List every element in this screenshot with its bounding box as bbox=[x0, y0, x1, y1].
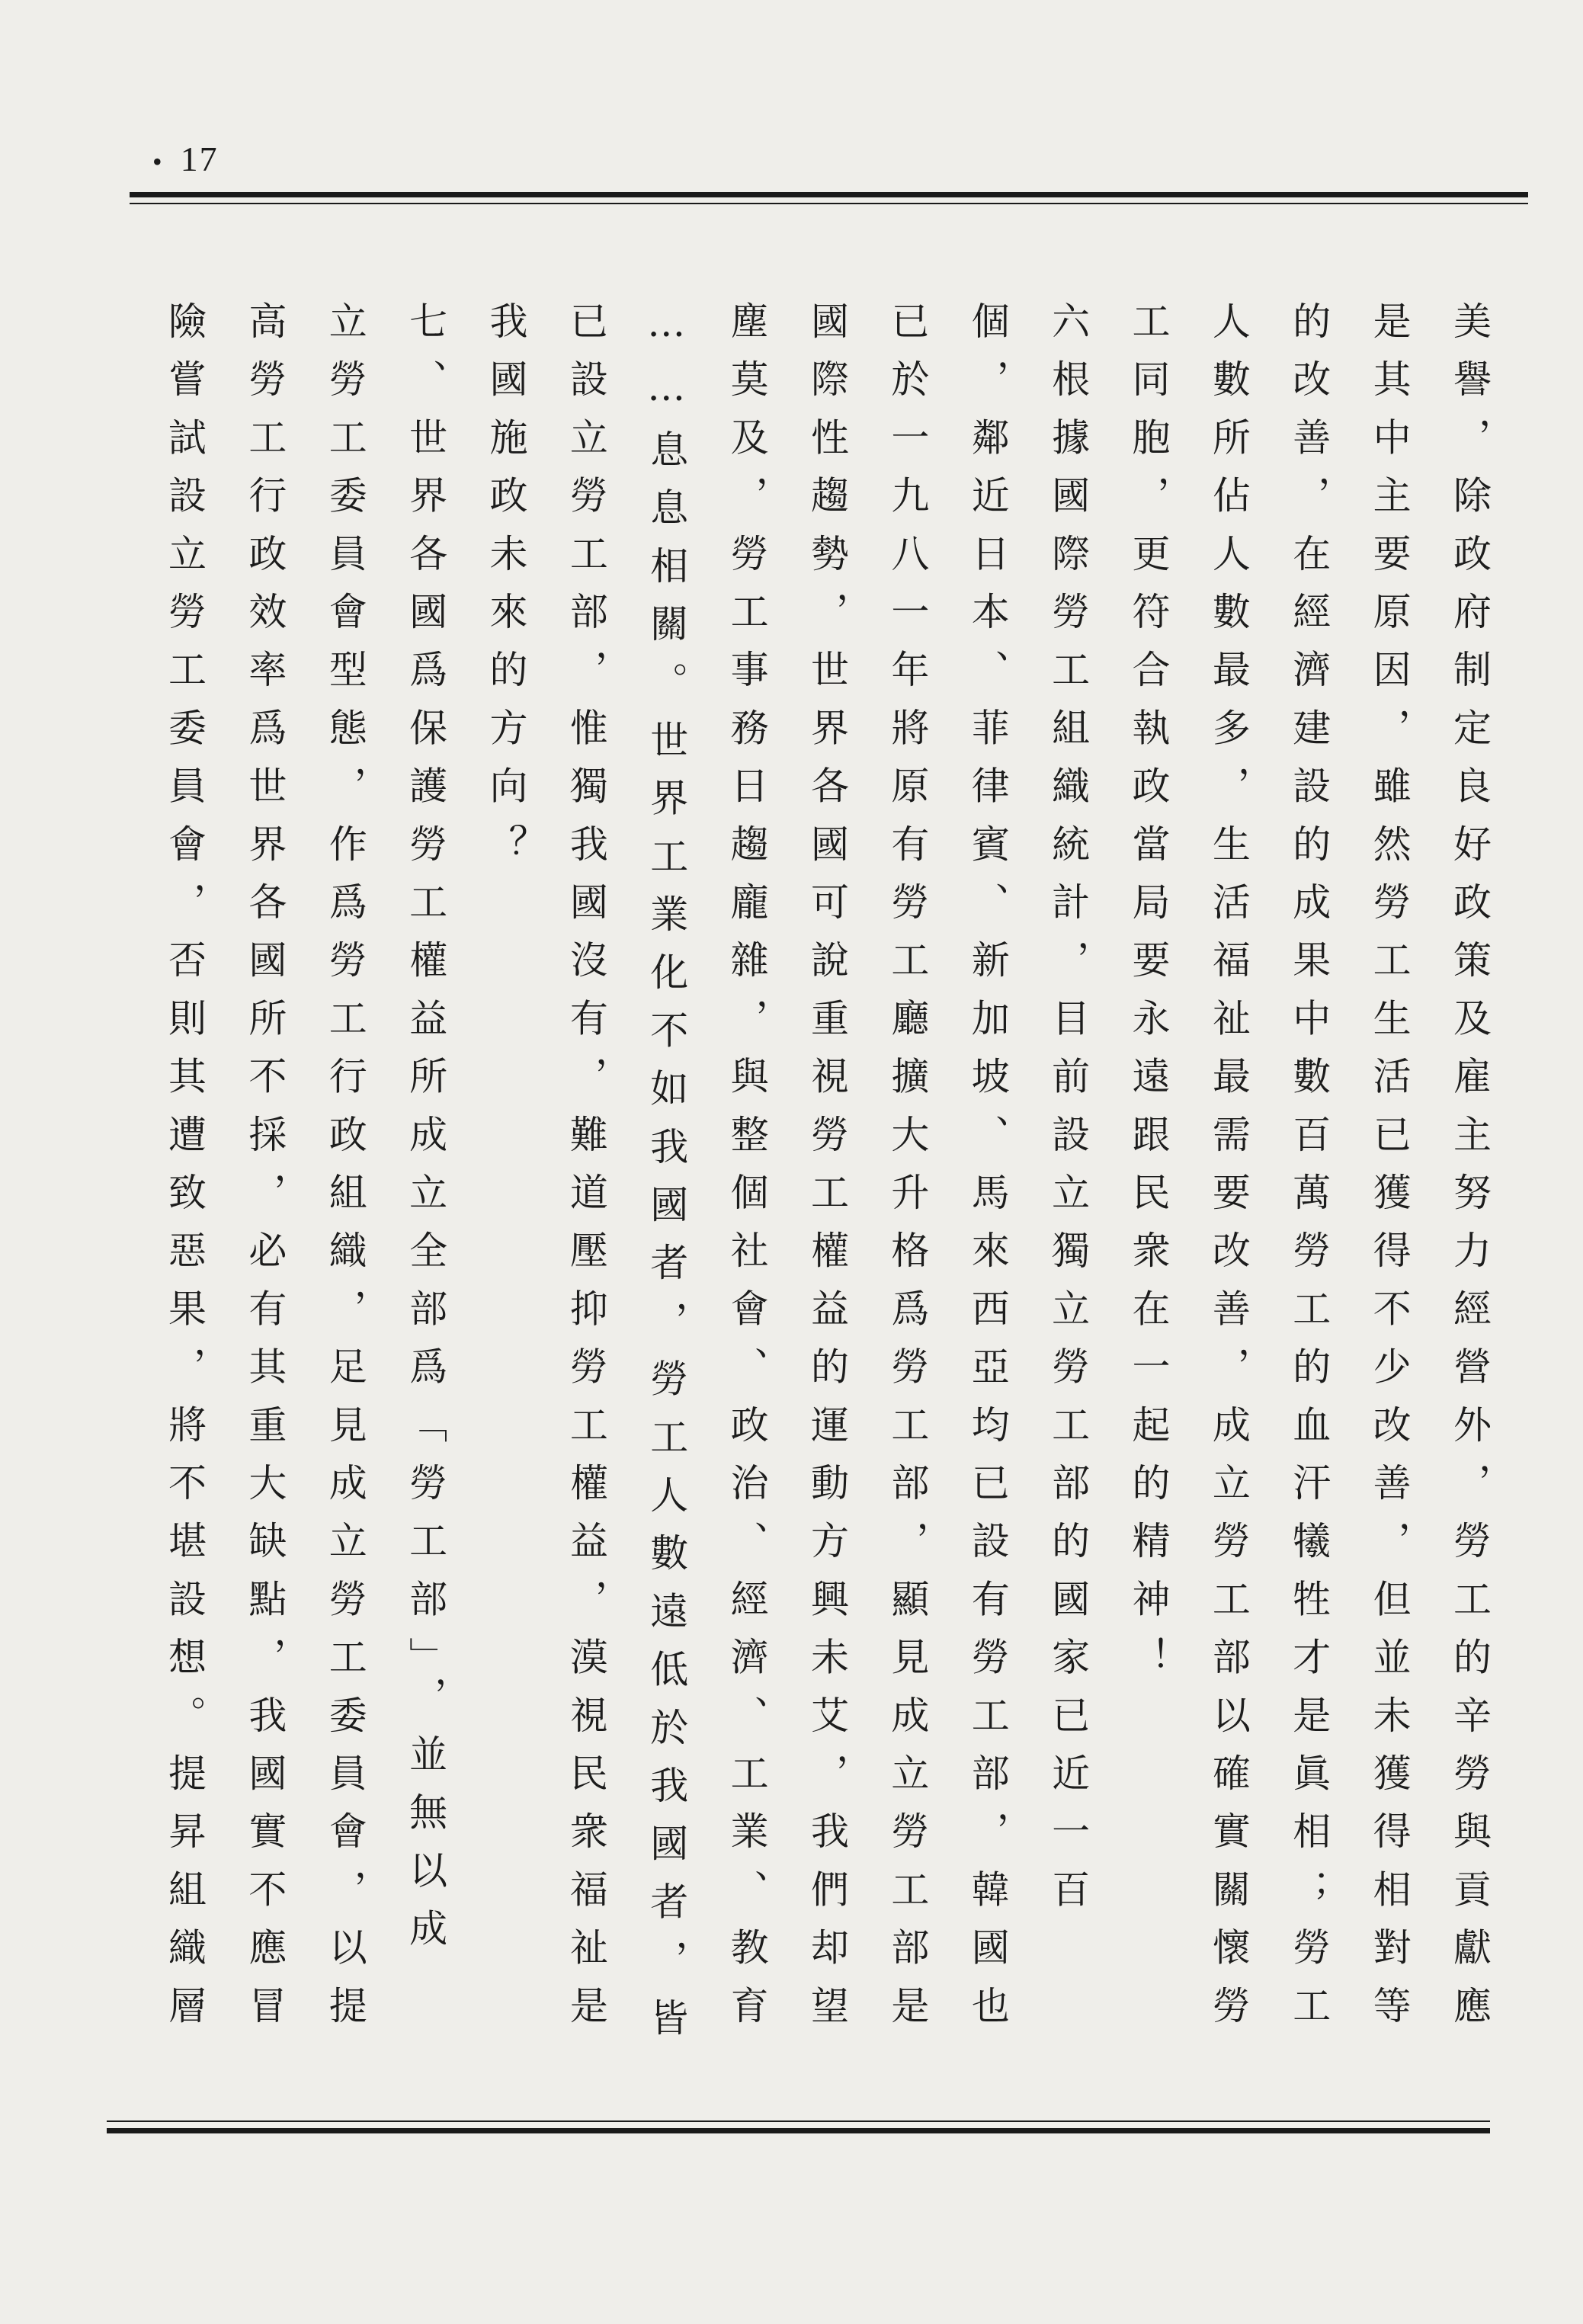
text-column bbox=[723, 301, 771, 2054]
text-column bbox=[963, 301, 1012, 2054]
footer-rule-thin bbox=[107, 2120, 1490, 2122]
text-column bbox=[562, 301, 610, 2054]
text-column-content: 國際性趨勢，世界各國可說重視勞工權益的運動方興未艾，我們却望 bbox=[805, 301, 849, 2044]
text-column bbox=[803, 301, 851, 2054]
text-column-content: 美譽，除政府制定良好政策及雇主努力經營外，勞工的辛勞與貢獻應 bbox=[1447, 301, 1492, 2044]
page-number-bullet: • bbox=[152, 146, 164, 177]
text-column-content: 高勞工行政效率爲世界各國所不採，必有其重大缺點，我國實不應冒 bbox=[242, 301, 287, 2044]
text-column-content: 是其中主要原因，雖然勞工生活已獲得不少改善，但並未獲得相對等 bbox=[1367, 301, 1412, 2044]
header-rule-thin bbox=[130, 203, 1528, 204]
text-column bbox=[482, 301, 530, 2054]
text-column-content: 立勞工委員會型態，作爲勞工行政組織，足見成立勞工委員會，以提 bbox=[322, 301, 367, 2044]
text-column bbox=[1204, 301, 1253, 2054]
text-column-content: 塵莫及，勞工事務日趨龐雜，與整個社會、政治、經濟、工業、教育 bbox=[724, 301, 769, 2044]
text-column bbox=[1043, 301, 1092, 2054]
text-column bbox=[1365, 301, 1414, 2054]
text-column bbox=[240, 301, 289, 2054]
text-column-content: 工同胞，更符合執政當局要永遠跟民衆在一起的精神！ bbox=[1126, 301, 1171, 1695]
text-column-content: 個，鄰近日本、菲律賓、新加坡、馬來西亞均已設有勞工部，韓國也 bbox=[965, 301, 1010, 2044]
text-column-content: ……息息相關。世界工業化不如我國者，勞工人數遠低於我國者，皆 bbox=[644, 301, 689, 2056]
text-column-content: 七、世界各國爲保護勞工權益所成立全部爲「勞工部」，並無以成 bbox=[403, 301, 448, 1967]
text-column-content: 已設立勞工部，惟獨我國沒有，難道壓抑勞工權益，漠視民衆福祉是 bbox=[563, 301, 608, 2044]
text-column-content: 六根據國際勞工組織統計，目前設立獨立勞工部的國家已近一百 bbox=[1046, 301, 1091, 1928]
header-rule-thick bbox=[130, 192, 1528, 197]
text-column-content: 我國施政未來的方向？ bbox=[483, 301, 528, 882]
text-column bbox=[321, 301, 370, 2054]
text-column-content: 險嘗試設立勞工委員會，否則其遭致惡果，將不堪設想。提昇組織層 bbox=[162, 301, 207, 2044]
text-column bbox=[1284, 301, 1333, 2054]
vertical-text-body bbox=[160, 301, 1494, 2054]
text-column bbox=[1124, 301, 1173, 2054]
text-column-content: 的改善，在經濟建設的成果中數百萬勞工的血汗犧牲才是眞相；勞工 bbox=[1287, 301, 1331, 2044]
page-number bbox=[152, 139, 219, 179]
text-column bbox=[401, 301, 450, 2054]
text-column bbox=[160, 301, 209, 2054]
text-column bbox=[883, 301, 931, 2054]
text-column-content: 已於一九八一年將原有勞工廳擴大升格爲勞工部，顯見成立勞工部是 bbox=[885, 301, 930, 2044]
text-column-content: 人數所佔人數最多，生活福祉最需要改善，成立勞工部以確實關懷勞 bbox=[1206, 301, 1251, 2044]
footer-rule-thick bbox=[107, 2128, 1490, 2133]
text-column bbox=[642, 301, 691, 2054]
text-column bbox=[1445, 301, 1494, 2054]
page-number-value: 17 bbox=[180, 139, 219, 178]
